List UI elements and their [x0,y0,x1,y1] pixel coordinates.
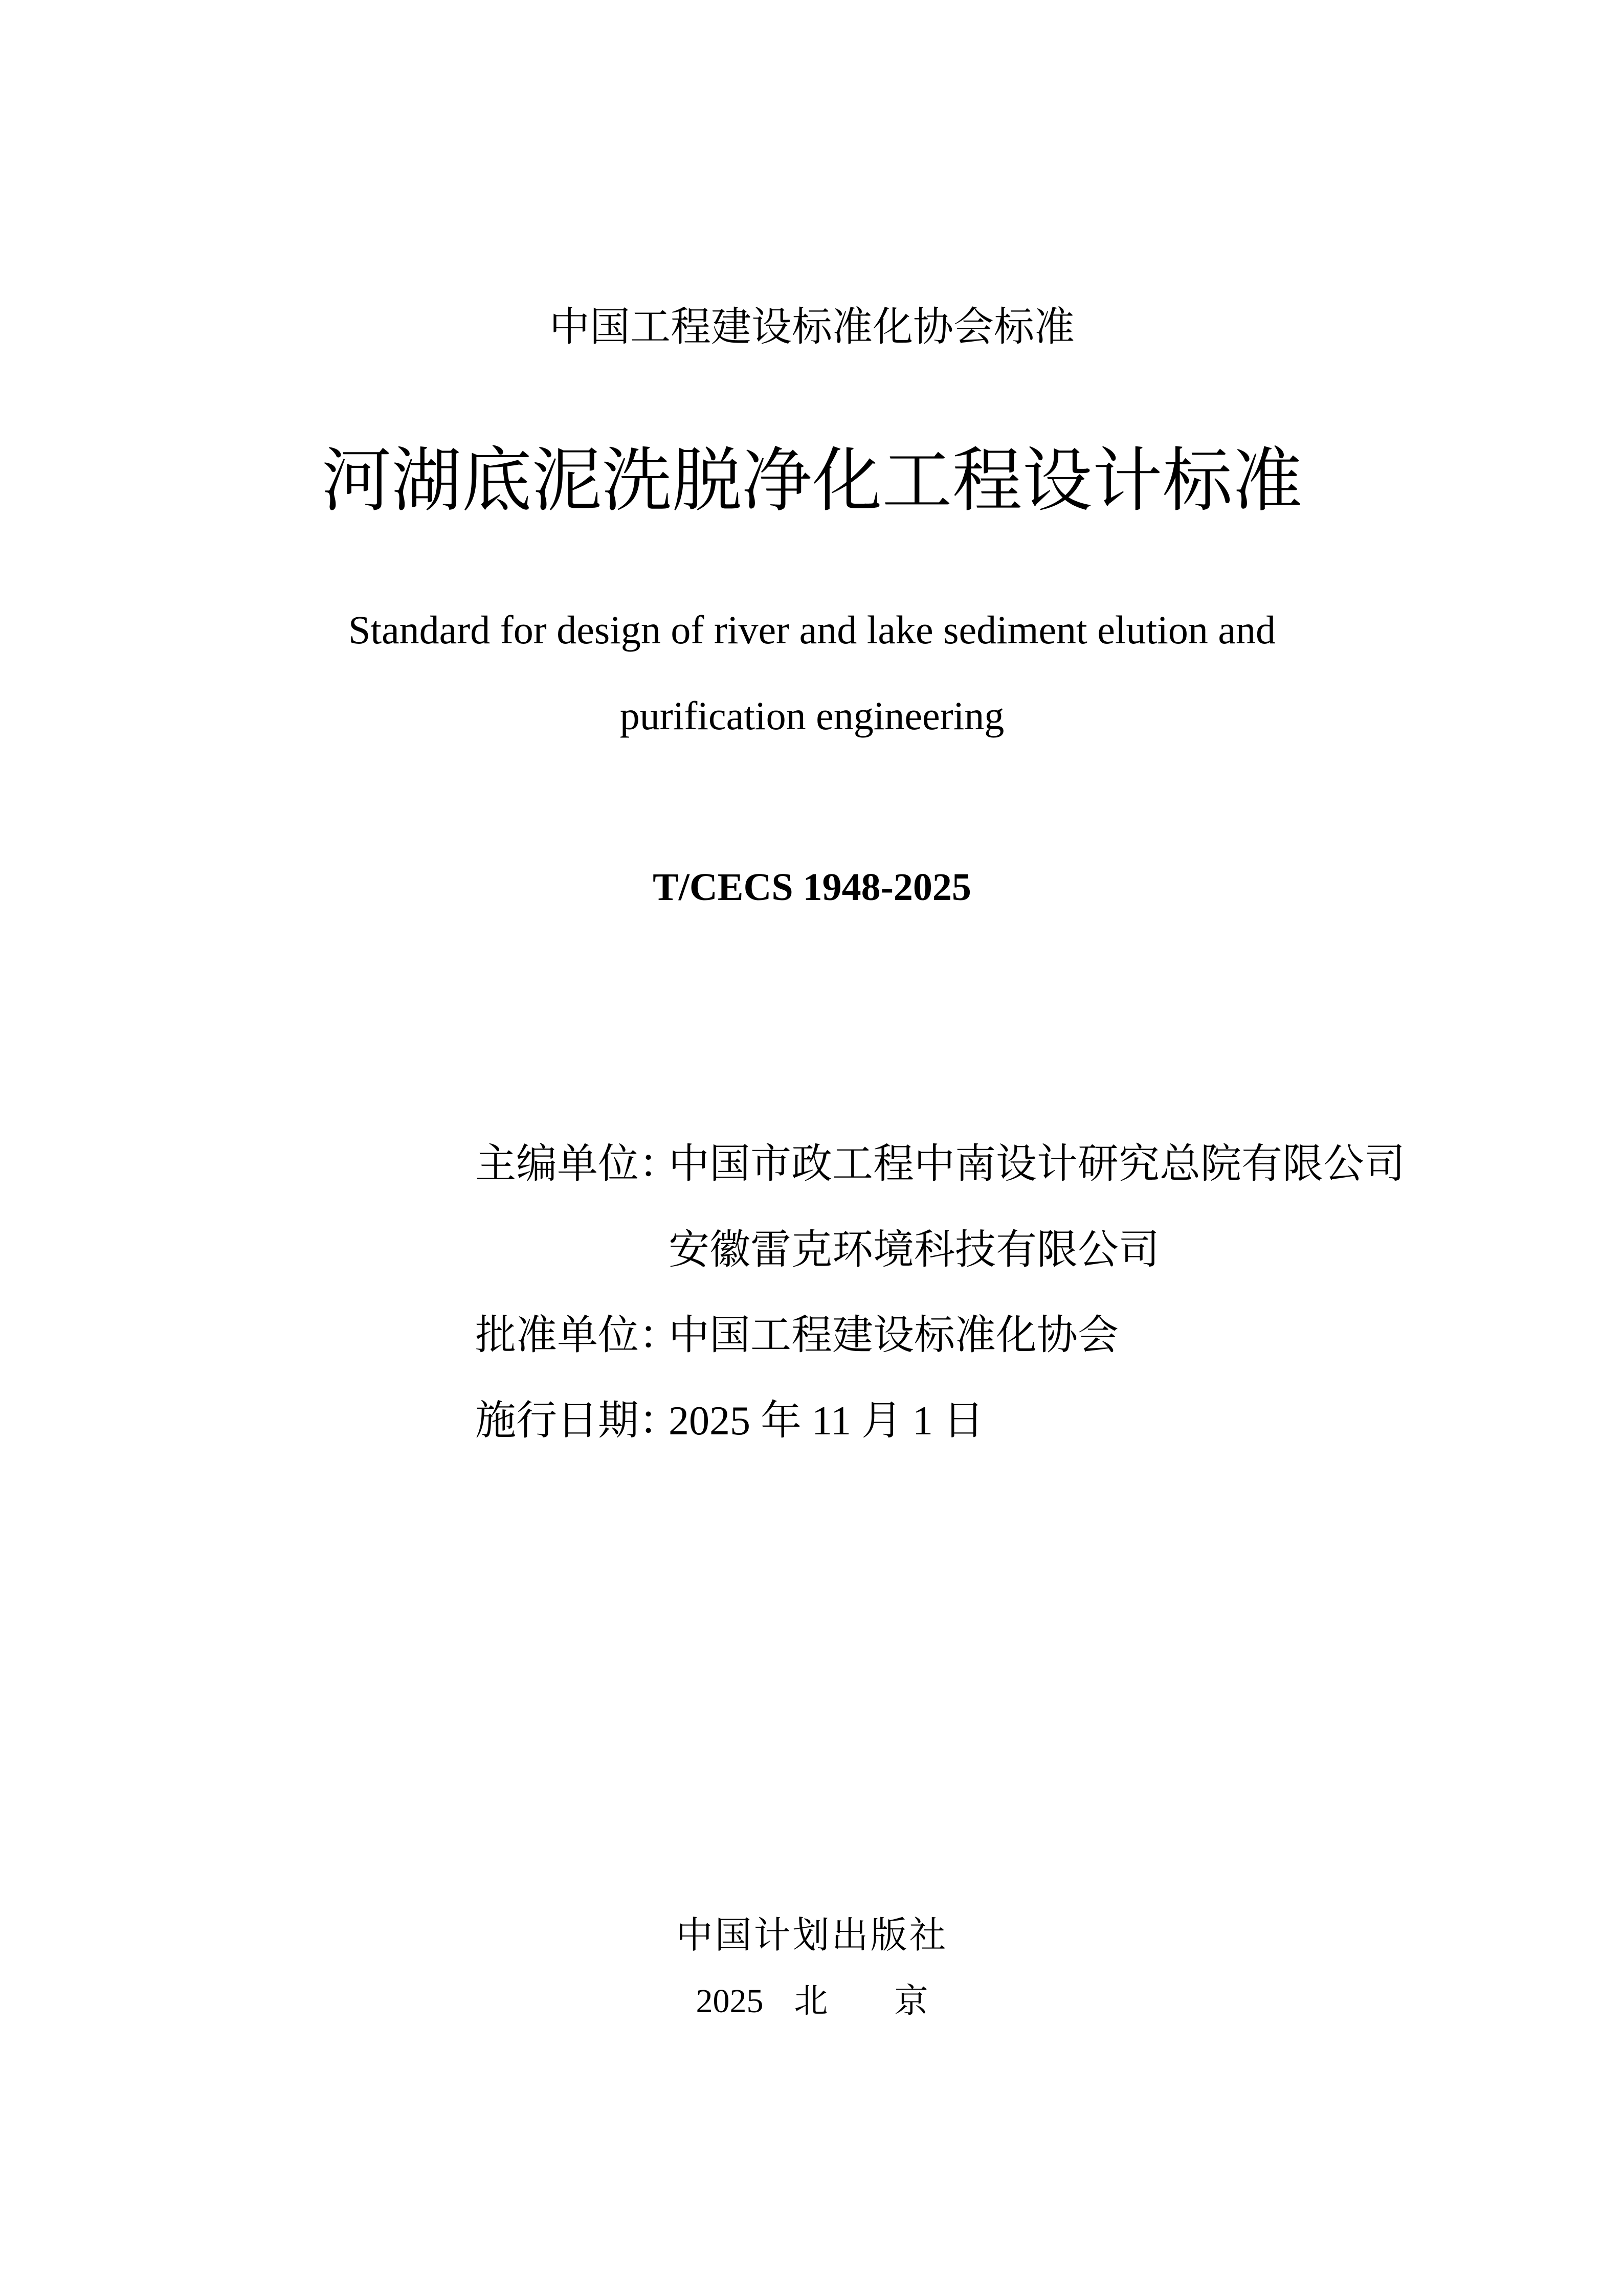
chief-editor-2: 安徽雷克环境科技有限公司 [669,1228,1160,1273]
document-title-cn: 河湖底泥洗脱净化工程设计标准 [321,440,1303,522]
effective-date-row [475,1401,984,1442]
publisher-name: 中国计划出版社 [676,1914,948,1956]
document-title-en-line1: Standard for design of river and lake sediment elution and [348,607,1276,652]
effective-date-value: 2025 年 11 月 1 日 [669,1399,985,1444]
chief-editor-label: 主编单位： [475,1142,680,1187]
publisher-year: 2025 [696,1983,764,2020]
chief-editor-row [475,1144,1405,1185]
approver-label: 批准单位： [475,1313,680,1358]
approver-value: 中国工程建设标准化协会 [669,1313,1119,1358]
association-standard-label: 中国工程建设标准化协会标准 [549,303,1075,350]
standard-code: T/CECS 1948-2025 [653,866,971,909]
approver-row [475,1315,1119,1356]
publisher-city-2: 京 [894,1981,928,2020]
chief-editor-1: 中国市政工程中南设计研究总院有限公司 [669,1142,1405,1187]
effective-date-label: 施行日期： [475,1399,680,1444]
document-title-en-line2: purification engineering [619,693,1005,738]
publisher-city-1: 北 [794,1981,828,2020]
publisher-year-city [0,1981,1624,2020]
